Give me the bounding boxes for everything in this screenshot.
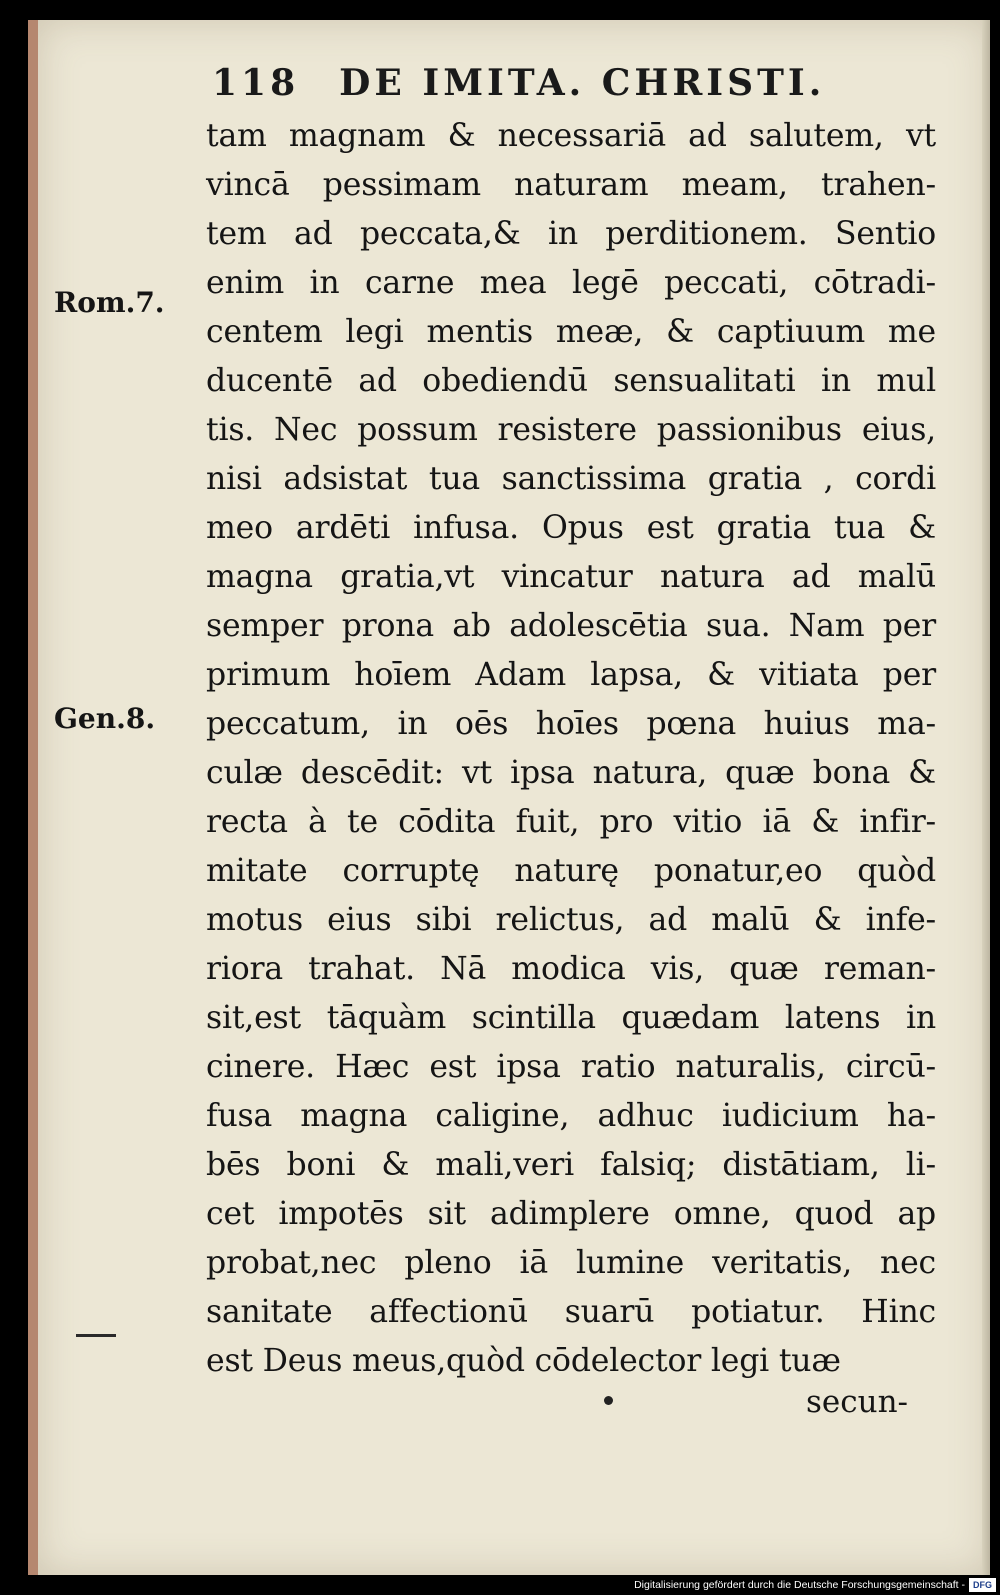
text-line: fusa magna caligine, adhuc iudicium ha- xyxy=(206,1098,936,1134)
text-line: bēs boni & mali,veri falsiq; distātiam, li- xyxy=(206,1147,936,1183)
text-line: peccatum, in oēs hoīes pœna huius ma- xyxy=(206,706,936,742)
margin-note-gen: Gen.8. xyxy=(54,702,156,735)
page-number: 118 xyxy=(212,62,300,104)
text-line: centem legi mentis meæ, & captiuum me xyxy=(206,314,936,350)
text-line: meo ardēti infusa. Opus est gratia tua & xyxy=(206,510,936,546)
text-line: ducentē ad obediendū sensualitati in mul xyxy=(206,363,936,399)
digitization-credit xyxy=(634,1575,1000,1595)
text-line: cet impotēs sit adimplere omne, quod ap xyxy=(206,1196,936,1232)
credit-text: Digitalisierung gefördert durch die Deutsche Forschungsgemeinschaft - xyxy=(634,1579,965,1591)
text-line: cinere. Hæc est ipsa ratio naturalis, circū- xyxy=(206,1049,936,1085)
text-line: est Deus meus,quòd cōdelector legi tuæ xyxy=(206,1343,841,1379)
ink-dot xyxy=(604,1396,613,1405)
text-line: tem ad peccata,& in perditionem. Sentio xyxy=(206,216,936,252)
text-line: mitate corruptę naturę ponatur,eo quòd xyxy=(206,853,936,889)
running-title: DE IMITA. CHRISTI. xyxy=(339,62,826,104)
body-text xyxy=(206,112,936,1386)
text-line: nisi adsistat tua sanctissima gratia , cordi xyxy=(206,461,936,497)
text-line: semper prona ab adolescētia sua. Nam per xyxy=(206,608,936,644)
text-line: sit,est tāquàm scintilla quædam latens in xyxy=(206,1000,936,1036)
text-line: tam magnam & necessariā ad salutem, vt xyxy=(206,118,936,154)
margin-note-rom: Rom.7. xyxy=(54,286,165,319)
running-header xyxy=(212,62,825,104)
text-line: probat,nec pleno iā lumine veritatis, nec xyxy=(206,1245,936,1281)
text-line: magna gratia,vt vincatur natura ad malū xyxy=(206,559,936,595)
margin-dash-mark xyxy=(76,1334,116,1337)
text-line: tis. Nec possum resistere passionibus eius, xyxy=(206,412,936,448)
text-line: primum hoīem Adam lapsa, & vitiata per xyxy=(206,657,936,693)
text-line: enim in carne mea legē peccati, cōtradi- xyxy=(206,265,936,301)
page-edge xyxy=(982,20,990,1575)
text-line: sanitate affectionū suarū potiatur. Hinc xyxy=(206,1294,936,1330)
text-line: riora trahat. Nā modica vis, quæ reman- xyxy=(206,951,936,987)
text-line: vincā pessimam naturam meam, trahen- xyxy=(206,167,936,203)
text-line: motus eius sibi relictus, ad malū & infe- xyxy=(206,902,936,938)
text-line: culæ descēdit: vt ipsa natura, quæ bona & xyxy=(206,755,936,791)
dfg-logo: DFG xyxy=(969,1578,996,1592)
text-line: recta à te cōdita fuit, pro vitio iā & infir- xyxy=(206,804,936,840)
catchword: secun- xyxy=(806,1384,909,1420)
